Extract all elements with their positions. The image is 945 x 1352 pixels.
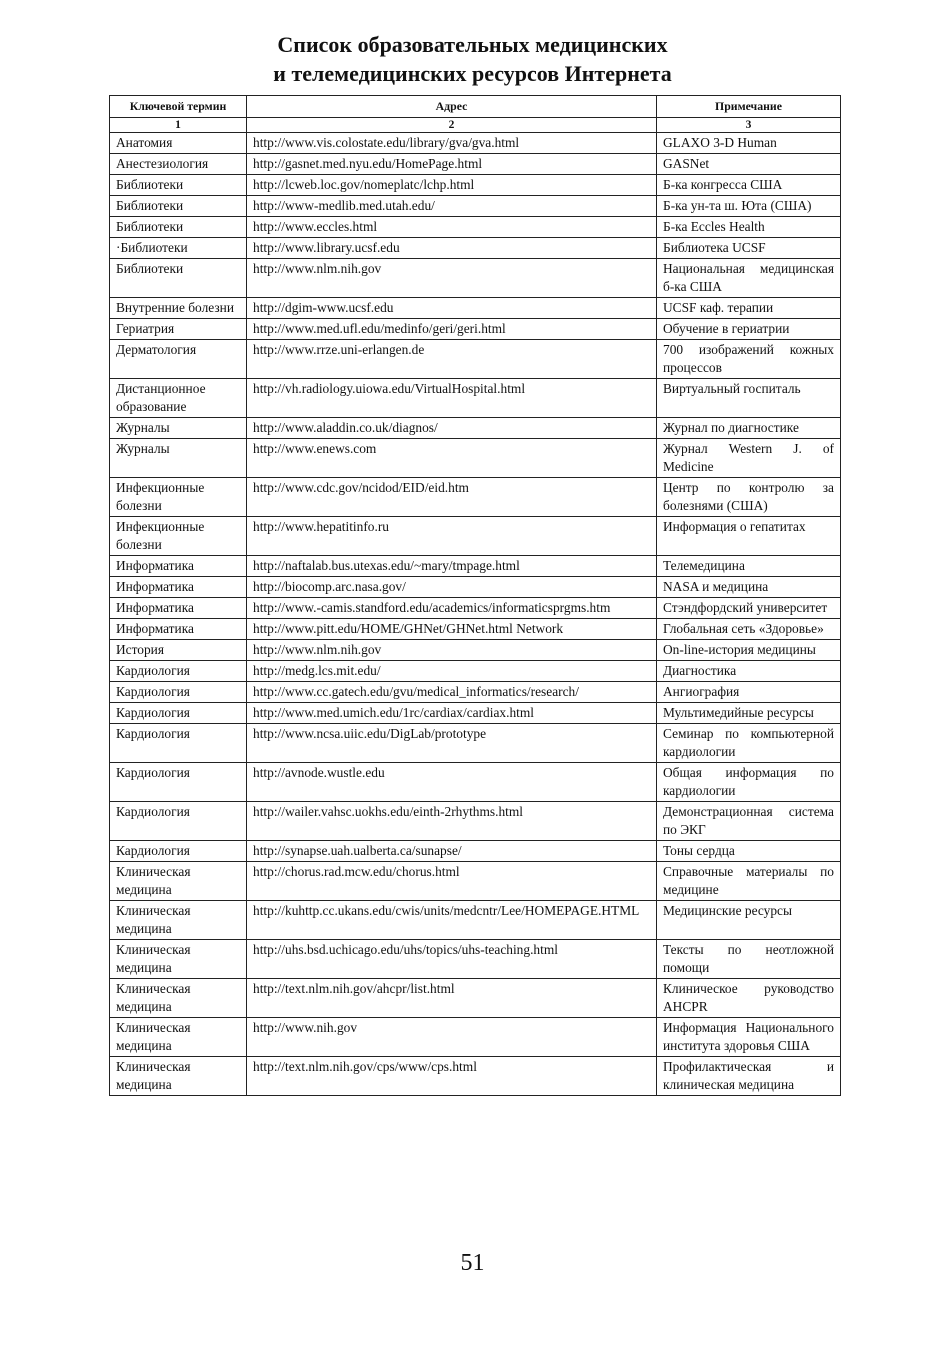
address-cell[interactable]: http://synapse.uah.ualberta.ca/sunapse/: [247, 841, 657, 862]
address-cell[interactable]: http://biocomp.arc.nasa.gov/: [247, 577, 657, 598]
term-cell: Кардиология: [110, 724, 247, 763]
title-line-1: Список образовательных медицинских: [277, 32, 668, 57]
term-cell: Журналы: [110, 418, 247, 439]
address-cell[interactable]: http://www.cdc.gov/ncidod/EID/eid.htm: [247, 478, 657, 517]
address-cell[interactable]: http://medg.lcs.mit.edu/: [247, 661, 657, 682]
address-cell[interactable]: http://vh.radiology.uiowa.edu/VirtualHospital.html: [247, 379, 657, 418]
table-row: [110, 298, 841, 319]
note-cell: Общая информация по кардиологии: [657, 763, 841, 802]
note-cell: GLAXO 3-D Human: [657, 133, 841, 154]
column-number: 3: [657, 118, 841, 133]
table-row: [110, 901, 841, 940]
table-row: [110, 802, 841, 841]
note-cell: Центр по контролю за болезнями (США): [657, 478, 841, 517]
note-cell: Справочные материалы по медицине: [657, 862, 841, 901]
term-cell: Анатомия: [110, 133, 247, 154]
table-row: [110, 259, 841, 298]
header-note: Примечание: [657, 96, 841, 118]
address-cell[interactable]: http://naftalab.bus.utexas.edu/~mary/tmpage.html: [247, 556, 657, 577]
column-number-row: [110, 118, 841, 133]
term-cell: Внутренние болезни: [110, 298, 247, 319]
note-cell: Диагностика: [657, 661, 841, 682]
table-row: [110, 598, 841, 619]
address-cell[interactable]: http://www.nih.gov: [247, 1018, 657, 1057]
note-cell: Профилактическая и клиническая медицина: [657, 1057, 841, 1096]
table-row: [110, 619, 841, 640]
table-row: [110, 940, 841, 979]
table-body: [110, 133, 841, 1096]
address-cell[interactable]: http://www.med.umich.edu/1rc/cardiax/cardiax.html: [247, 703, 657, 724]
term-cell: Кардиология: [110, 802, 247, 841]
note-cell: Журнал по диагностике: [657, 418, 841, 439]
note-cell: On-line-история медицины: [657, 640, 841, 661]
table-row: [110, 154, 841, 175]
table-row: [110, 556, 841, 577]
note-cell: Стэндфордский университет: [657, 598, 841, 619]
note-cell: Демонстрационная система по ЭКГ: [657, 802, 841, 841]
table-row: [110, 682, 841, 703]
table-row: [110, 319, 841, 340]
term-cell: Кардиология: [110, 703, 247, 724]
address-cell[interactable]: http://www.library.ucsf.edu: [247, 238, 657, 259]
note-cell: Глобальная сеть «Здоровье»: [657, 619, 841, 640]
term-cell: Информатика: [110, 598, 247, 619]
note-cell: Виртуальный госпиталь: [657, 379, 841, 418]
term-cell: Кардиология: [110, 682, 247, 703]
table-row: [110, 724, 841, 763]
term-cell: Журналы: [110, 439, 247, 478]
term-cell: Библиотеки: [110, 217, 247, 238]
address-cell[interactable]: http://www.cc.gatech.edu/gvu/medical_informatics/research/: [247, 682, 657, 703]
address-cell[interactable]: http://wailer.vahsc.uokhs.edu/einth-2rhythms.html: [247, 802, 657, 841]
address-cell[interactable]: http://www.hepatitinfo.ru: [247, 517, 657, 556]
address-cell[interactable]: http://www.ncsa.uiic.edu/DigLab/prototype: [247, 724, 657, 763]
note-cell: Библиотека UCSF: [657, 238, 841, 259]
note-cell: Информация о гепатитах: [657, 517, 841, 556]
term-cell: Кардиология: [110, 841, 247, 862]
page-number: 51: [460, 1250, 485, 1276]
table-row: [110, 133, 841, 154]
title-line-2: и телемедицинских ресурсов Интернета: [273, 61, 672, 86]
term-cell: Библиотеки: [110, 259, 247, 298]
note-cell: Б-ка ун-та ш. Юта (США): [657, 196, 841, 217]
term-cell: Клиническая медицина: [110, 901, 247, 940]
address-cell[interactable]: http://www.-camis.standford.edu/academics/informaticsprgms.htm: [247, 598, 657, 619]
note-cell: Б-ка Eccles Health: [657, 217, 841, 238]
term-cell: Кардиология: [110, 763, 247, 802]
header-term: Ключевой термин: [110, 96, 247, 118]
address-cell[interactable]: http://uhs.bsd.uchicago.edu/uhs/topics/uhs-teaching.html: [247, 940, 657, 979]
table-row: [110, 979, 841, 1018]
note-cell: Тексты по неотложной помощи: [657, 940, 841, 979]
term-cell: Кардиология: [110, 661, 247, 682]
note-cell: Обучение в гериатрии: [657, 319, 841, 340]
note-cell: Б-ка конгресса США: [657, 175, 841, 196]
note-cell: Тоны сердца: [657, 841, 841, 862]
table-row: [110, 640, 841, 661]
table-row: [110, 517, 841, 556]
address-cell[interactable]: http://www.vis.colostate.edu/library/gva/gva.html: [247, 133, 657, 154]
note-cell: UCSF каф. терапии: [657, 298, 841, 319]
address-cell[interactable]: http://text.nlm.nih.gov/ahcpr/list.html: [247, 979, 657, 1018]
address-cell[interactable]: http://www.eccles.html: [247, 217, 657, 238]
note-cell: Семинар по компьютерной кардиологии: [657, 724, 841, 763]
address-cell[interactable]: http://lcweb.loc.gov/nomeplatc/lchp.html: [247, 175, 657, 196]
table-row: [110, 217, 841, 238]
table-row: [110, 1018, 841, 1057]
column-number: 2: [247, 118, 657, 133]
term-cell: История: [110, 640, 247, 661]
address-cell[interactable]: http://avnode.wustle.edu: [247, 763, 657, 802]
table-row: [110, 196, 841, 217]
term-cell: Клиническая медицина: [110, 1057, 247, 1096]
note-cell: GASNet: [657, 154, 841, 175]
table-row: [110, 175, 841, 196]
address-cell[interactable]: http://www.aladdin.co.uk/diagnos/: [247, 418, 657, 439]
table-row: [110, 703, 841, 724]
header-address: Адрес: [247, 96, 657, 118]
note-cell: Клиническое руководство AHCPR: [657, 979, 841, 1018]
term-cell: Анестезиология: [110, 154, 247, 175]
table-row: [110, 238, 841, 259]
address-cell[interactable]: http://www.nlm.nih.gov: [247, 259, 657, 298]
table-row: [110, 862, 841, 901]
term-cell: Информатика: [110, 577, 247, 598]
address-cell[interactable]: http://www.pitt.edu/HOME/GHNet/GHNet.html Network: [247, 619, 657, 640]
address-cell[interactable]: http://www.rrze.uni-erlangen.de: [247, 340, 657, 379]
address-cell[interactable]: http://www.enews.com: [247, 439, 657, 478]
table-row: [110, 661, 841, 682]
resources-table: [109, 95, 841, 1096]
term-cell: Клиническая медицина: [110, 1018, 247, 1057]
table-row: [110, 478, 841, 517]
address-cell[interactable]: http://text.nlm.nih.gov/cps/www/cps.html: [247, 1057, 657, 1096]
address-cell[interactable]: http://gasnet.med.nyu.edu/HomePage.html: [247, 154, 657, 175]
address-cell[interactable]: http://dgim-www.ucsf.edu: [247, 298, 657, 319]
note-cell: Мультимедийные ресурсы: [657, 703, 841, 724]
term-cell: Клиническая медицина: [110, 979, 247, 1018]
address-cell[interactable]: http://kuhttp.cc.ukans.edu/cwis/units/medcntr/Lee/HOMEPAGE.HTML: [247, 901, 657, 940]
term-cell: Гериатрия: [110, 319, 247, 340]
table-row: [110, 418, 841, 439]
note-cell: Телемедицина: [657, 556, 841, 577]
term-cell: Дистанционное образование: [110, 379, 247, 418]
table-row: [110, 841, 841, 862]
address-cell[interactable]: http://www.nlm.nih.gov: [247, 640, 657, 661]
note-cell: 700 изображений кожных процессов: [657, 340, 841, 379]
term-cell: Дерматология: [110, 340, 247, 379]
table-row: [110, 439, 841, 478]
note-cell: Национальная медицинская б-ка США: [657, 259, 841, 298]
note-cell: NASA и медицина: [657, 577, 841, 598]
table-row: [110, 763, 841, 802]
term-cell: Клиническая медицина: [110, 940, 247, 979]
header-row: [110, 96, 841, 118]
table-row: [110, 379, 841, 418]
term-cell: Информатика: [110, 619, 247, 640]
term-cell: Клиническая медицина: [110, 862, 247, 901]
term-cell: Библиотеки: [110, 175, 247, 196]
term-cell: Инфекционные болезни: [110, 478, 247, 517]
address-cell[interactable]: http://www.med.ufl.edu/medinfo/geri/geri.html: [247, 319, 657, 340]
term-cell: ·Библиотеки: [110, 238, 247, 259]
note-cell: Информация Национального института здоровья США: [657, 1018, 841, 1057]
table-row: [110, 1057, 841, 1096]
address-cell[interactable]: http://www-medlib.med.utah.edu/: [247, 196, 657, 217]
term-cell: Информатика: [110, 556, 247, 577]
page-title: [0, 30, 945, 88]
address-cell[interactable]: http://chorus.rad.mcw.edu/chorus.html: [247, 862, 657, 901]
term-cell: Инфекционные болезни: [110, 517, 247, 556]
note-cell: Ангиография: [657, 682, 841, 703]
note-cell: Журнал Western J. of Medicine: [657, 439, 841, 478]
note-cell: Медицинские ресурсы: [657, 901, 841, 940]
term-cell: Библиотеки: [110, 196, 247, 217]
table-row: [110, 340, 841, 379]
column-number: 1: [110, 118, 247, 133]
table-row: [110, 577, 841, 598]
